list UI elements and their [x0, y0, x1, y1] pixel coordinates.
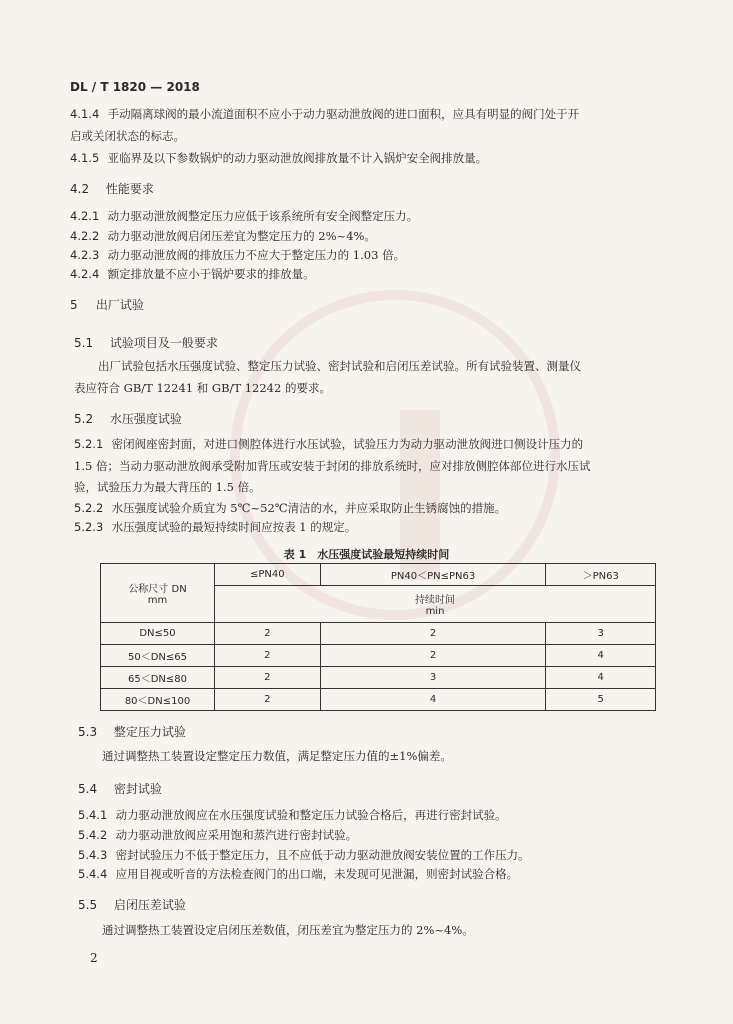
clause-4-2-1	[70, 208, 418, 224]
clause-5-4-1	[78, 807, 507, 823]
clause-5-2-1-line2: 1.5 倍；当动力驱动泄放阀承受附加背压或安装于封闭的排放系统时，应对排放侧腔体部位进行水压试	[74, 459, 591, 473]
cell-value: 2	[320, 645, 546, 667]
clause-5-2-3	[74, 519, 356, 535]
section-title: 试验项目及一般要求	[109, 336, 218, 350]
cell-value: 2	[215, 623, 321, 645]
section-5-3-heading	[78, 723, 186, 740]
section-number: 4.2	[70, 182, 90, 196]
table-row	[101, 667, 656, 689]
table-row	[101, 645, 656, 667]
cell-value: 4	[546, 645, 656, 667]
clause-number: 4.1.4	[70, 107, 100, 121]
clause-5-4-2	[78, 827, 357, 843]
cell-value: 3	[320, 667, 546, 689]
section-5-2-heading	[74, 410, 182, 427]
section-title: 整定压力试验	[113, 725, 186, 739]
para-5-1-line1: 出厂试验包括水压强度试验、整定压力试验、密封试验和启闭压差试验。所有试验装置、测量仪	[98, 359, 581, 373]
table-caption: 表 1 水压强度试验最短持续时间	[283, 548, 450, 561]
para-5-3: 通过调整热工装置设定整定压力数值，满足整定压力值的±1%偏差。	[102, 749, 452, 763]
clause-4-2-3	[70, 247, 405, 263]
clause-4-1-4-cont: 启或关闭状态的标志。	[70, 129, 185, 143]
section-title: 性能要求	[105, 182, 154, 196]
cell-value: 4	[320, 689, 546, 711]
cell-value: 2	[215, 645, 321, 667]
clause-number: 4.2.3	[70, 248, 100, 262]
clause-text: 动力驱动泄放阀应在水压强度试验和整定压力试验合格后，再进行密封试验。	[115, 808, 507, 822]
clause-number: 5.2.3	[74, 520, 104, 534]
section-4-2-heading	[70, 180, 154, 197]
clause-text: 动力驱动泄放阀启闭压差宜为整定压力的 2%~4%。	[107, 229, 376, 243]
clause-5-2-1-line1	[74, 436, 583, 452]
section-5-4-heading	[78, 780, 162, 797]
cell-value: 2	[320, 623, 546, 645]
section-number: 5.2	[74, 412, 94, 426]
section-title: 出厂试验	[95, 298, 144, 312]
section-number: 5.5	[78, 898, 98, 912]
clause-5-4-4	[78, 866, 518, 882]
page-number: 2	[90, 951, 98, 965]
clause-text: 动力驱动泄放阀整定压力应低于该系统所有安全阀整定压力。	[107, 209, 419, 223]
header-dn-unit: mm	[147, 595, 168, 606]
table-header-row	[101, 564, 656, 586]
clause-number: 4.2.4	[70, 267, 100, 281]
clause-number: 5.4.2	[78, 828, 108, 842]
cell-value: 5	[546, 689, 656, 711]
clause-4-1-4	[70, 106, 579, 122]
section-number: 5	[70, 298, 78, 312]
clause-number: 5.4.4	[78, 867, 108, 881]
cell-dn: 50＜DN≤65	[101, 645, 215, 667]
para-5-1-line2: 表应符合 GB/T 12241 和 GB/T 12242 的要求。	[74, 381, 331, 395]
section-number: 5.4	[78, 782, 98, 796]
clause-4-2-4	[70, 266, 315, 282]
section-title: 水压强度试验	[109, 412, 182, 426]
section-5-heading	[70, 296, 144, 313]
clause-text: 应用目视或听音的方法检查阀门的出口端，未发现可见泄漏，则密封试验合格。	[115, 867, 519, 881]
clause-text: 密封试验压力不低于整定压力，且不应低于动力驱动泄放阀安装位置的工作压力。	[115, 848, 530, 862]
para-5-5: 通过调整热工装置设定启闭压差数值，闭压差宜为整定压力的 2%~4%。	[102, 923, 474, 937]
cell-dn: 65＜DN≤80	[101, 667, 215, 689]
header-dn	[101, 564, 215, 623]
cell-value: 4	[546, 667, 656, 689]
cell-dn: 80＜DN≤100	[101, 689, 215, 711]
clause-text: 额定排放量不应小于锅炉要求的排放量。	[107, 267, 315, 281]
section-5-5-heading	[78, 896, 186, 913]
cell-value: 2	[215, 689, 321, 711]
cell-dn: DN≤50	[101, 623, 215, 645]
table-row	[101, 689, 656, 711]
header-pressure-1: ≤PN40	[215, 564, 321, 586]
clause-5-4-3	[78, 847, 530, 863]
clause-number: 4.1.5	[70, 151, 100, 165]
section-5-1-heading	[74, 334, 218, 351]
clause-text: 亚临界及以下参数锅炉的动力驱动泄放阀排放量不计入锅炉安全阀排放量。	[107, 151, 488, 165]
section-number: 5.1	[74, 336, 94, 350]
clause-number: 4.2.2	[70, 229, 100, 243]
cell-value: 2	[215, 667, 321, 689]
clause-number: 5.2.1	[74, 437, 104, 451]
header-pressure-2: PN40＜PN≤PN63	[320, 564, 546, 586]
clause-5-2-1-line3: 验，试验压力为最大背压的 1.5 倍。	[74, 480, 261, 494]
clause-text: 密闭阀座密封面，对进口侧腔体进行水压试验，试验压力为动力驱动泄放阀进口侧设计压力的	[111, 437, 584, 451]
section-title: 密封试验	[113, 782, 162, 796]
header-pressure-3: ＞PN63	[546, 564, 656, 586]
clause-number: 4.2.1	[70, 209, 100, 223]
clause-4-2-2	[70, 228, 376, 244]
doc-code: DL / T 1820 — 2018	[70, 80, 200, 94]
table-1	[100, 563, 656, 711]
clause-number: 5.4.1	[78, 808, 108, 822]
clause-text: 手动隔离球阀的最小流道面积不应小于动力驱动泄放阀的进口面积，应具有明显的阀门处于开	[107, 107, 580, 121]
clause-text: 水压强度试验的最短持续时间应按表 1 的规定。	[111, 520, 357, 534]
clause-number: 5.4.3	[78, 848, 108, 862]
clause-text: 动力驱动泄放阀的排放压力不应大于整定压力的 1.03 倍。	[107, 248, 406, 262]
clause-5-2-2	[74, 500, 506, 516]
clause-number: 5.2.2	[74, 501, 104, 515]
header-duration-unit: min	[425, 606, 445, 617]
cell-value: 3	[546, 623, 656, 645]
clause-4-1-5	[70, 150, 487, 166]
header-dn-label: 公称尺寸 DN	[128, 584, 187, 595]
clause-text: 动力驱动泄放阀应采用饱和蒸汽进行密封试验。	[115, 828, 358, 842]
header-duration-label: 持续时间	[415, 595, 455, 606]
section-title: 启闭压差试验	[113, 898, 186, 912]
header-duration	[215, 586, 656, 623]
table-row	[101, 623, 656, 645]
clause-text: 水压强度试验介质宜为 5℃~52℃清洁的水，并应采取防止生锈腐蚀的措施。	[111, 501, 507, 515]
section-number: 5.3	[78, 725, 98, 739]
